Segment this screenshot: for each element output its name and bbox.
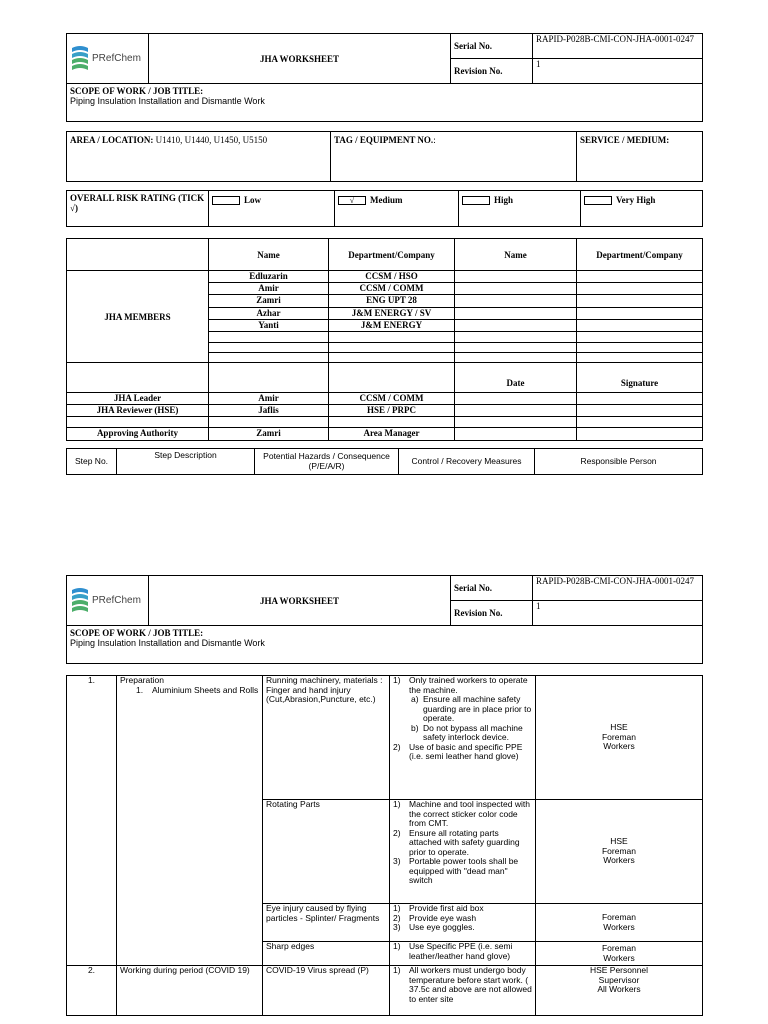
control-item: Portable power tools shall be equipped with "dead man" switch bbox=[409, 856, 519, 885]
member-dept: CCSM / HSO bbox=[329, 271, 455, 283]
control-cell: 1) All workers must undergo body temperature before start work. ( 37.5c and above are not allowed to enter site bbox=[390, 966, 536, 1016]
control-item: Ensure all rotating parts attached with safety guarding prior to operate. bbox=[409, 827, 520, 857]
prefchem-logo bbox=[67, 44, 148, 74]
steps-col-control: Control / Recovery Measures bbox=[399, 449, 535, 475]
prefchem-logo bbox=[67, 586, 148, 616]
worksheet-title: JHA WORKSHEET bbox=[149, 576, 451, 626]
steps-col-responsible: Responsible Person bbox=[535, 449, 703, 475]
risk-medium-checkbox[interactable]: √ bbox=[338, 196, 366, 205]
risk-very-high-checkbox[interactable] bbox=[584, 196, 612, 205]
risk-high-checkbox[interactable] bbox=[462, 196, 490, 205]
risk-option-low bbox=[209, 191, 335, 227]
reviewer-dept: HSE / PRPC bbox=[329, 405, 455, 417]
col-dept-2: Department/Company bbox=[577, 239, 703, 271]
area-cell: AREA / LOCATION: U1410, U1440, U1450, U5150 bbox=[67, 132, 331, 182]
serial-value: RAPID-P028B-CMI-CON-JHA-0001-0247 bbox=[533, 34, 703, 59]
control-item: Use of basic and specific PPE (i.e. semi leather hand glove) bbox=[409, 741, 523, 761]
step-sub-no: 1. bbox=[136, 684, 144, 695]
col-date: Date bbox=[455, 363, 577, 393]
members-table bbox=[66, 238, 703, 441]
tag-cell: TAG / EQUIPMENT NO.: bbox=[331, 132, 577, 182]
risk-option-medium bbox=[335, 191, 459, 227]
approver-name: Zamri bbox=[209, 428, 329, 441]
area-value: U1410, U1440, U1450, U5150 bbox=[155, 135, 268, 145]
prefchem-logo-icon bbox=[70, 44, 90, 74]
area-table bbox=[66, 131, 703, 182]
serial-value: RAPID-P028B-CMI-CON-JHA-0001-0247 bbox=[533, 576, 703, 601]
control-item: All workers must undergo body temperature before start work. ( 37.5c and above are not allowed to enter site bbox=[409, 965, 532, 1004]
responsible-cell: HSE Foreman Workers bbox=[536, 800, 703, 904]
tag-label: TAG / EQUIPMENT NO. bbox=[334, 135, 434, 145]
col-dept: Department/Company bbox=[329, 239, 455, 271]
control-item: Provide first aid box bbox=[409, 903, 484, 913]
leader-date[interactable] bbox=[455, 393, 577, 405]
member-name: Amir bbox=[209, 283, 329, 295]
member-dept: J&M ENERGY bbox=[329, 320, 455, 332]
service-cell: SERVICE / MEDIUM: bbox=[577, 132, 703, 182]
reviewer-date[interactable] bbox=[455, 405, 577, 417]
approver-date[interactable] bbox=[455, 428, 577, 441]
header-table-1 bbox=[66, 33, 703, 122]
hazard-cell: Rotating Parts bbox=[263, 800, 390, 904]
revision-value: 1 bbox=[533, 601, 703, 626]
member-dept: ENG UPT 28 bbox=[329, 295, 455, 308]
logo-text: PRefChem bbox=[92, 594, 141, 606]
approver-label: Approving Authority bbox=[67, 428, 209, 441]
hazard-cell: Eye injury caused by flying particles - Splinter/ Fragments bbox=[263, 904, 390, 942]
revision-label: Revision No. bbox=[451, 601, 533, 626]
control-item: Ensure all machine safety guarding are in place prior to operate. bbox=[423, 694, 532, 723]
risk-medium-label: Medium bbox=[370, 195, 403, 205]
control-item: Machine and tool inspected with the correct sticker color code from CMT. bbox=[409, 799, 530, 828]
approver-signature[interactable] bbox=[577, 428, 703, 441]
member-dept: J&M ENERGY / SV bbox=[329, 308, 455, 320]
prefchem-logo-icon bbox=[70, 586, 90, 616]
leader-signature[interactable] bbox=[577, 393, 703, 405]
members-label: JHA MEMBERS bbox=[67, 271, 209, 363]
step-no: 2. bbox=[67, 966, 117, 1016]
member-name: Azhar bbox=[209, 308, 329, 320]
risk-option-very-high bbox=[581, 191, 703, 227]
serial-label: Serial No. bbox=[451, 34, 533, 59]
member-name: Zamri bbox=[209, 295, 329, 308]
col-signature: Signature bbox=[577, 363, 703, 393]
steps-col-hazards: Potential Hazards / Consequence (P/E/A/R) bbox=[255, 449, 399, 475]
member-name: Yanti bbox=[209, 320, 329, 332]
reviewer-name: Jaflis bbox=[209, 405, 329, 417]
risk-table bbox=[66, 190, 703, 227]
control-cell: 1) Provide first aid box 2) Provide eye wash 3) Use eye goggles. bbox=[390, 904, 536, 942]
scope-label: SCOPE OF WORK / JOB TITLE bbox=[70, 628, 201, 638]
steps-table bbox=[66, 675, 703, 1016]
hazard-cell: Sharp edges bbox=[263, 942, 390, 966]
serial-label: Serial No. bbox=[451, 576, 533, 601]
step-no: 1. bbox=[67, 676, 117, 966]
steps-header-table bbox=[66, 448, 703, 475]
header-table-2 bbox=[66, 575, 703, 664]
col-name: Name bbox=[209, 239, 329, 271]
col-name-2: Name bbox=[455, 239, 577, 271]
scope-cell: SCOPE OF WORK / JOB TITLE: Piping Insulation Installation and Dismantle Work bbox=[67, 626, 703, 664]
risk-option-high bbox=[459, 191, 581, 227]
scope-label: SCOPE OF WORK / JOB TITLE bbox=[70, 86, 201, 96]
hazard-cell: COVID-19 Virus spread (P) bbox=[263, 966, 390, 1016]
hazard-cell: Running machinery, materials : Finger and hand injury (Cut,Abrasion,Puncture, etc.) bbox=[263, 676, 390, 800]
control-item: Do not bypass all machine safety interlock device. bbox=[423, 722, 523, 742]
steps-col-step-desc: Step Description bbox=[117, 449, 255, 475]
approver-dept: Area Manager bbox=[329, 428, 455, 441]
reviewer-label: JHA Reviewer (HSE) bbox=[67, 405, 209, 417]
scope-value: Piping Insulation Installation and Dismantle Work bbox=[70, 96, 265, 106]
risk-very-high-label: Very High bbox=[616, 195, 656, 205]
risk-high-label: High bbox=[494, 195, 514, 205]
control-item: Only trained workers to operate the machine. bbox=[409, 675, 528, 695]
control-cell: 1) Only trained workers to operate the machine. a) Ensure all machine safety guarding are in place prior to operate. b) Do not bypass all machine safety interlock device. 2) Use of basic and specific PPE (i.e. semi leather hand glove) bbox=[390, 676, 536, 800]
steps-col-step-no: Step No. bbox=[67, 449, 117, 475]
control-cell: 1) Use Specific PPE (i.e. semi leather/leather hand glove) bbox=[390, 942, 536, 966]
scope-cell: SCOPE OF WORK / JOB TITLE: Piping Insulation Installation and Dismantle Work bbox=[67, 84, 703, 122]
step-description: Working during period (COVID 19) bbox=[117, 966, 263, 1016]
logo-cell bbox=[67, 576, 149, 626]
logo-text: PRefChem bbox=[92, 52, 141, 64]
step-desc-title: Preparation bbox=[120, 675, 164, 685]
responsible-cell: Foreman Workers bbox=[536, 942, 703, 966]
service-label: SERVICE / MEDIUM bbox=[580, 135, 667, 145]
worksheet-title: JHA WORKSHEET bbox=[149, 34, 451, 84]
revision-value: 1 bbox=[533, 59, 703, 84]
leader-dept: CCSM / COMM bbox=[329, 393, 455, 405]
leader-name: Amir bbox=[209, 393, 329, 405]
step-sub-text: Aluminium Sheets and Rolls bbox=[152, 684, 259, 695]
responsible-cell: Foreman Workers bbox=[536, 904, 703, 942]
reviewer-signature[interactable] bbox=[577, 405, 703, 417]
member-dept: CCSM / COMM bbox=[329, 283, 455, 295]
area-label: AREA / LOCATION bbox=[70, 135, 151, 145]
responsible-cell: HSE Foreman Workers bbox=[536, 676, 703, 800]
revision-label: Revision No. bbox=[451, 59, 533, 84]
control-item: Provide eye wash bbox=[409, 912, 477, 923]
scope-value: Piping Insulation Installation and Dismantle Work bbox=[70, 638, 265, 648]
responsible-cell: HSE Personnel Supervisor All Workers bbox=[536, 966, 703, 1016]
member-name: Edluzarin bbox=[209, 271, 329, 283]
control-item: Use Specific PPE (i.e. semi leather/leather hand glove) bbox=[409, 941, 513, 961]
step-description bbox=[117, 676, 263, 966]
risk-low-label: Low bbox=[244, 195, 262, 205]
leader-label: JHA Leader bbox=[67, 393, 209, 405]
control-cell: 1) Machine and tool inspected with the correct sticker color code from CMT. 2) Ensure all rotating parts attached with safety guarding prior to operate. 3) Portable power tools shall be equipped with "dead man" switch bbox=[390, 800, 536, 904]
control-item: Use eye goggles. bbox=[409, 922, 475, 932]
risk-low-checkbox[interactable] bbox=[212, 196, 240, 205]
risk-label: OVERALL RISK RATING (TICK √) bbox=[67, 191, 209, 227]
logo-cell bbox=[67, 34, 149, 84]
